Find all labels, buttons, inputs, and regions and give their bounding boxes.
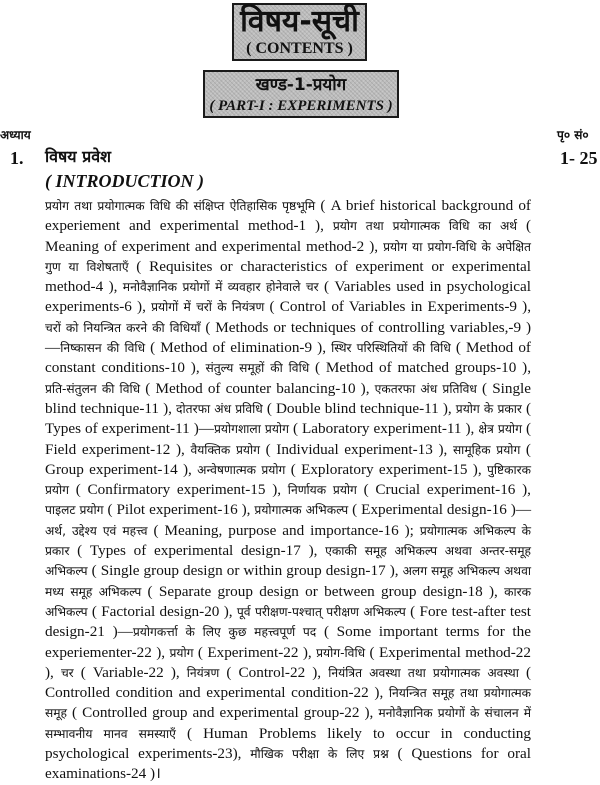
topic-english: ( Questions for oral examinations-24 )। [45, 745, 531, 783]
topic-hindi: प्रयोगों में चरों के नियंत्रण [151, 300, 265, 315]
topic-english: ( Human Problems likely to occur in conducting psychological experiments-23), [45, 724, 531, 763]
topic-hindi: अन्वेषणात्मक प्रयोग [197, 462, 286, 477]
part-title-english: ( PART-I : EXPERIMENTS ) [209, 98, 393, 114]
topic-hindi: स्थिर परिस्थितियों की विधि [331, 341, 451, 356]
topic-english: ( Types of experimental design-17 ), [69, 542, 326, 560]
topic-hindi: प्रयोग या प्रयोग-विधि के अपेक्षित गुण या विशेषताएँ [45, 239, 531, 274]
topic-hindi: एकतरफा अंध प्रतिविध [374, 381, 477, 396]
topic-hindi: चर [60, 665, 74, 680]
topic-hindi: नियंत्रित अवस्था तथा प्रयोगात्मक अवस्था [328, 665, 519, 680]
topic-hindi: प्रयोगात्मक अभिकल्प के प्रकार [45, 523, 531, 559]
topic-hindi: चरों को नियन्त्रित करने की विधियाँ [45, 320, 201, 335]
topic-hindi: मनोवैज्ञानिक प्रयोगों में व्यवहार होनेवाले चर [122, 280, 319, 295]
topic-english: ( Experimental design-16 )— [348, 501, 532, 519]
chapter-title-english: ( INTRODUCTION ) [45, 171, 204, 191]
topic-hindi: प्रयोग-विधि [316, 645, 366, 660]
topic-english: ( Field experiment-12 ), [45, 420, 531, 458]
topic-english: ( Variables used in psychological experiments-6 ), [45, 278, 531, 316]
topic-hindi: प्रयोगात्मक अभिकल्प [254, 503, 349, 518]
topic-english: ( Variable-22 ), [73, 663, 187, 681]
topic-hindi: पूर्व परीक्षण-पश्चात् परीक्षण अभिकल्प [236, 604, 406, 619]
chapter-number: 1. [10, 148, 24, 168]
topic-english: ( Fore test-after test design-21 )— [45, 602, 531, 641]
topic-hindi: एकाकी समूह अभिकल्प अथवा अन्तर-समूह अभिकल्प [45, 544, 531, 579]
topic-english: ( Control of Variables in Experiments-9 ), [264, 298, 532, 316]
topic-english: ( Laboratory experiment-11 ), [288, 420, 479, 438]
topic-english: ( Requisites or characteristics of experiment or experimental method-4 ), [45, 257, 532, 296]
topic-hindi: प्रयोग तथा प्रयोगात्मक विधि की संक्षिप्त ऐतिहासिक पृष्ठभूमि [45, 199, 316, 213]
topic-hindi: अलग समूह अभिकल्प अथवा मध्य समूह अभिकल्प [45, 564, 532, 599]
contents-title-english: ( CONTENTS ) [246, 40, 353, 57]
topic-english: ( Method of counter balancing-10 ), [140, 379, 375, 397]
topic-english: ( Confirmatory experiment-15 ), [69, 481, 288, 499]
topic-english: ( Meaning, purpose and importance-16 ); [147, 521, 420, 539]
chapter-topics-paragraph [45, 196, 531, 785]
topic-hindi: प्रति-संतुलन की विधि [45, 381, 141, 396]
part-title-hindi: खण्ड-1-प्रयोग [255, 75, 347, 95]
contents-title-box [232, 3, 367, 61]
topic-english: ( Pilot experiment-16 ), [103, 501, 255, 519]
part-title-box [203, 70, 399, 118]
chapter-column-label: अध्याय [0, 128, 31, 142]
topic-english: ( Separate group design or between group design-18 ), [141, 582, 505, 600]
topic-hindi: कारक अभिकल्प [45, 584, 532, 619]
chapter-page-range: 1- 25 [560, 148, 598, 168]
topic-english: ( Some important terms for the experiementer-22 ), [45, 623, 531, 661]
topic-hindi: प्रयोग तथा प्रयोगात्मक विधि का अर्थ [332, 219, 518, 234]
topic-hindi: नियंत्रण [186, 665, 220, 680]
topic-hindi: निर्णायक प्रयोग [287, 483, 357, 498]
topic-hindi: प्रयोग के प्रकार [455, 401, 522, 416]
topic-english: ( Factorial design-20 ), [87, 602, 237, 620]
topic-english: ( Single group design or within group design-17 ), [87, 562, 403, 580]
topic-hindi: क्षेत्र प्रयोग [478, 422, 522, 437]
topic-english: ( Single blind technique-11 ), [45, 379, 532, 417]
topic-hindi: अर्थ, उद्देश्य एवं महत्त्व [45, 523, 148, 538]
topic-english: ( A brief historical background of experiement and experimental method-1 ), [45, 197, 531, 235]
topic-hindi: दोतरफा अंध प्रविधि [176, 401, 263, 416]
topic-hindi: प्रयोगकर्त्ता के लिए कुछ महत्त्वपूर्ण पद [132, 625, 317, 640]
topic-hindi: मनोवैज्ञानिक प्रयोगों के संचालन में सम्भावनीय मानव समस्याएँ [45, 706, 531, 741]
topic-english: ( Group experiment-14 ), [45, 440, 531, 478]
topic-english: ( Control-22 ), [219, 663, 329, 681]
topic-english: ( Controlled group and experimental group-22 ), [67, 704, 379, 722]
topic-english: ( Meaning of experiment and experimental method-2 ), [45, 217, 532, 255]
topic-english: ( Crucial experiment-16 ), [356, 481, 531, 499]
topic-english: ( Methods or techniques of controlling variables,-9 )— [45, 318, 532, 357]
contents-title-hindi: विषय-सूची [240, 4, 359, 39]
topic-english: ( Experiment-22 ), [193, 643, 317, 661]
topic-english: ( Exploratory experiment-15 ), [285, 460, 487, 478]
topic-hindi: वैयक्तिक प्रयोग [190, 442, 260, 457]
topic-hindi: संतुल्य समूहों की विधि [205, 361, 310, 376]
topic-hindi: निष्कासन की विधि [60, 341, 146, 356]
topic-hindi: सामूहिक प्रयोग [452, 442, 521, 457]
topic-hindi: मौखिक परीक्षा के लिए प्रश्न [250, 747, 389, 762]
topic-english: ( Individual experiment-13 ), [260, 440, 453, 458]
topic-english: ( Controlled condition and experimental condition-22 ), [45, 663, 531, 702]
topic-hindi: प्रयोगशाला प्रयोग [213, 422, 289, 437]
topic-english: ( Method of constant conditions-10 ), [45, 339, 531, 377]
topic-hindi: पुष्टिकारक प्रयोग [45, 462, 532, 498]
topic-english: ( Double blind technique-11 ), [262, 399, 456, 417]
topic-hindi: पाइलट प्रयोग [45, 503, 104, 518]
topic-hindi: नियन्त्रित समूह तथा प्रयोगात्मक समूह [45, 686, 531, 721]
page-column-label: पृ० सं० [557, 128, 589, 142]
topic-english: ( Method of elimination-9 ), [145, 339, 332, 357]
topic-english: ( Method of matched groups-10 ), [309, 359, 531, 377]
topic-english: ( Types of experiment-11 )— [45, 399, 532, 438]
chapter-title-hindi: विषय प्रवेश [45, 147, 112, 166]
topic-hindi: प्रयोग [169, 645, 194, 660]
topic-english: ( Experimental method-22 ), [45, 643, 531, 681]
